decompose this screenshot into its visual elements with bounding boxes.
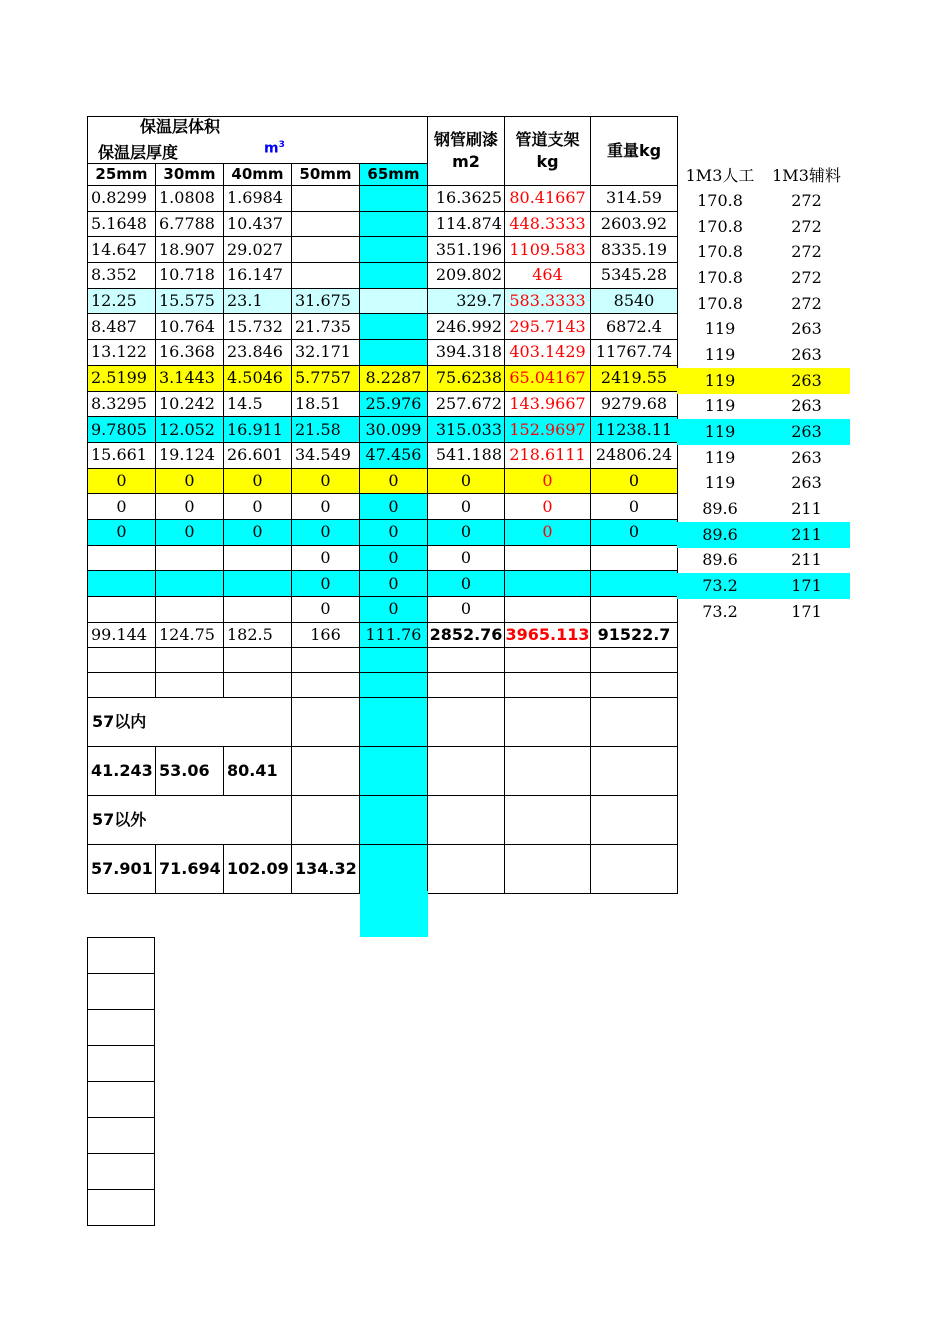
data-cell: 10.242: [156, 391, 224, 417]
data-cell: [360, 288, 428, 314]
data-cell: 6872.4: [591, 314, 678, 340]
section-value: 53.06: [156, 746, 224, 795]
data-cell: [505, 571, 591, 597]
empty-cell: [88, 1154, 155, 1190]
data-cell: [360, 314, 428, 340]
empty-cell: [428, 697, 505, 746]
aux-rate: 263: [763, 419, 850, 445]
data-cell: 583.3333: [505, 288, 591, 314]
empty-cell: [88, 974, 155, 1010]
data-cell: 0: [505, 468, 591, 494]
total-cell: 99.144: [88, 622, 156, 647]
data-cell: 8.2287: [360, 365, 428, 391]
empty-cell: [88, 1046, 155, 1082]
data-cell: 12.052: [156, 417, 224, 443]
section-value: 134.32: [292, 844, 360, 893]
data-cell: 18.51: [292, 391, 360, 417]
empty-cell: [505, 672, 591, 697]
data-cell: [224, 571, 292, 597]
data-cell: 21.58: [292, 417, 360, 443]
total-cell: 2852.76: [428, 622, 505, 647]
aux-header: 1M3辅料: [772, 165, 841, 185]
section-value: 80.41: [224, 746, 292, 795]
data-cell: 0: [428, 519, 505, 545]
data-cell: 8.487: [88, 314, 156, 340]
empty-cell: [505, 647, 591, 672]
section-value: 102.09: [224, 844, 292, 893]
total-cell: 3965.113: [505, 622, 591, 647]
data-cell: 21.735: [292, 314, 360, 340]
labor-rate: 170.8: [697, 216, 743, 236]
empty-cell: [428, 647, 505, 672]
title-line1: 保温层体积: [140, 117, 221, 136]
data-cell: 47.456: [360, 442, 428, 468]
data-cell: [156, 597, 224, 623]
aux-rate: 211: [791, 499, 822, 519]
data-cell: [292, 263, 360, 289]
data-cell: [591, 597, 678, 623]
data-cell: 31.675: [292, 288, 360, 314]
total-cell: 166: [292, 622, 360, 647]
labor-rate: 119: [704, 319, 736, 339]
data-cell: 6.7788: [156, 211, 224, 237]
data-cell: 11238.11: [591, 417, 678, 443]
empty-cell: [428, 795, 505, 844]
insulation-volume-table: [87, 116, 678, 894]
labor-rate: 73.2: [677, 573, 763, 599]
empty-cell: [224, 647, 292, 672]
empty-cell: [428, 672, 505, 697]
data-cell: 0: [591, 519, 678, 545]
labor-rate: 89.6: [677, 522, 763, 548]
labor-rate: 73.2: [702, 601, 738, 621]
empty-cell: [591, 795, 678, 844]
data-cell: 0: [428, 494, 505, 520]
section-label: 57以外: [88, 795, 292, 844]
data-cell: 2603.92: [591, 211, 678, 237]
data-cell: 9.7805: [88, 417, 156, 443]
aux-rate: 272: [791, 293, 822, 313]
aux-rate: 211: [791, 550, 822, 570]
aux-rate: 263: [791, 473, 822, 493]
data-cell: [505, 545, 591, 571]
data-cell: 30.099: [360, 417, 428, 443]
data-cell: 394.318: [428, 340, 505, 366]
empty-cell: [428, 746, 505, 795]
data-cell: 0: [360, 597, 428, 623]
aux-rate: 263: [791, 319, 822, 339]
data-cell: 0: [292, 519, 360, 545]
data-cell: 16.368: [156, 340, 224, 366]
data-cell: 1.6984: [224, 186, 292, 212]
data-cell: 8540: [591, 288, 678, 314]
data-cell: 13.122: [88, 340, 156, 366]
cyan-filler-cell: [360, 891, 428, 937]
data-cell: 5.7757: [292, 365, 360, 391]
data-cell: 0: [292, 571, 360, 597]
aux-rate: 263: [791, 396, 822, 416]
data-cell: 18.907: [156, 237, 224, 263]
data-cell: 0: [428, 597, 505, 623]
thickness-header: 30mm: [156, 164, 224, 186]
data-cell: 403.1429: [505, 340, 591, 366]
data-cell: 65.04167: [505, 365, 591, 391]
aux-rate: 272: [791, 190, 822, 210]
data-cell: [360, 211, 428, 237]
data-cell: [156, 571, 224, 597]
data-cell: 75.6238: [428, 365, 505, 391]
empty-cell: [505, 746, 591, 795]
empty-cell: [591, 647, 678, 672]
labor-rate: 170.8: [697, 293, 743, 313]
data-cell: 15.661: [88, 442, 156, 468]
data-cell: 0: [88, 468, 156, 494]
data-cell: 5.1648: [88, 211, 156, 237]
data-cell: 541.188: [428, 442, 505, 468]
data-cell: 0: [360, 571, 428, 597]
data-cell: 1109.583: [505, 237, 591, 263]
data-cell: 19.124: [156, 442, 224, 468]
section-value: 71.694: [156, 844, 224, 893]
empty-cell: [224, 672, 292, 697]
data-cell: [88, 571, 156, 597]
aux-rate: 272: [791, 267, 822, 287]
empty-cell: [292, 746, 360, 795]
data-cell: [224, 545, 292, 571]
data-cell: 14.647: [88, 237, 156, 263]
data-cell: 0: [360, 519, 428, 545]
data-cell: 0: [591, 468, 678, 494]
aux-rate: 211: [763, 522, 850, 548]
empty-cell: [292, 647, 360, 672]
data-cell: 3.1443: [156, 365, 224, 391]
data-cell: [292, 237, 360, 263]
data-cell: 32.171: [292, 340, 360, 366]
data-cell: 0: [292, 545, 360, 571]
data-cell: 246.992: [428, 314, 505, 340]
paint-header: 钢管刷漆m2: [428, 117, 505, 186]
aux-rate: 263: [763, 368, 850, 394]
total-cell: 91522.7: [591, 622, 678, 647]
data-cell: 10.764: [156, 314, 224, 340]
empty-cell: [360, 795, 428, 844]
total-cell: 111.76: [360, 622, 428, 647]
aux-rate: 263: [791, 447, 822, 467]
empty-cell: [360, 746, 428, 795]
data-cell: [360, 263, 428, 289]
data-cell: 0: [224, 519, 292, 545]
labor-rate: 119: [704, 344, 736, 364]
data-cell: [360, 340, 428, 366]
labor-rate: 170.8: [697, 267, 743, 287]
title-line2: 保温层厚度: [98, 143, 179, 162]
total-cell: 124.75: [156, 622, 224, 647]
labor-rate: 119: [704, 447, 736, 467]
data-cell: 23.1: [224, 288, 292, 314]
data-cell: 209.802: [428, 263, 505, 289]
labor-header: 1M3人工: [685, 165, 755, 185]
data-cell: 0: [428, 571, 505, 597]
thickness-header: 65mm: [360, 164, 428, 186]
empty-cell: [88, 1190, 155, 1226]
data-cell: [224, 597, 292, 623]
labor-rate: 170.8: [697, 190, 743, 210]
data-cell: 464: [505, 263, 591, 289]
data-cell: 0: [292, 597, 360, 623]
data-cell: 15.575: [156, 288, 224, 314]
data-cell: 0: [505, 494, 591, 520]
data-cell: 257.672: [428, 391, 505, 417]
data-cell: 8335.19: [591, 237, 678, 263]
data-cell: 2.5199: [88, 365, 156, 391]
empty-cell: [591, 672, 678, 697]
data-cell: [292, 186, 360, 212]
data-cell: 0: [428, 468, 505, 494]
data-cell: 23.846: [224, 340, 292, 366]
data-cell: 12.25: [88, 288, 156, 314]
data-cell: [88, 545, 156, 571]
data-cell: 0: [505, 519, 591, 545]
aux-rate: 171: [791, 601, 822, 621]
data-cell: 16.911: [224, 417, 292, 443]
data-cell: 143.9667: [505, 391, 591, 417]
data-cell: 218.6111: [505, 442, 591, 468]
empty-cell: [591, 697, 678, 746]
aux-rate: 171: [763, 573, 850, 599]
data-cell: 10.437: [224, 211, 292, 237]
weight-header: 重量kg: [591, 117, 678, 186]
data-cell: 0: [88, 494, 156, 520]
data-cell: 0: [292, 468, 360, 494]
unit-rate-table: [677, 163, 850, 625]
data-cell: 16.147: [224, 263, 292, 289]
labor-rate: 119: [677, 419, 763, 445]
thickness-header: 50mm: [292, 164, 360, 186]
empty-cell: [505, 697, 591, 746]
data-cell: 329.7: [428, 288, 505, 314]
data-cell: 0: [591, 494, 678, 520]
labor-rate: 119: [704, 473, 736, 493]
data-cell: 5345.28: [591, 263, 678, 289]
data-cell: 9279.68: [591, 391, 678, 417]
data-cell: 0: [156, 468, 224, 494]
data-cell: 2419.55: [591, 365, 678, 391]
data-cell: 10.718: [156, 263, 224, 289]
labor-rate: 89.6: [702, 550, 738, 570]
data-cell: 0: [88, 519, 156, 545]
labor-rate: 119: [704, 396, 736, 416]
data-cell: 0: [360, 494, 428, 520]
data-cell: [292, 211, 360, 237]
data-cell: 8.3295: [88, 391, 156, 417]
empty-cell: [428, 844, 505, 893]
aux-rate: 272: [791, 216, 822, 236]
empty-cell: [360, 697, 428, 746]
section-label: 57以内: [88, 697, 292, 746]
empty-cell: [591, 746, 678, 795]
aux-rate: 272: [791, 242, 822, 262]
data-cell: 29.027: [224, 237, 292, 263]
data-cell: 15.732: [224, 314, 292, 340]
data-cell: 24806.24: [591, 442, 678, 468]
empty-cell: [88, 647, 156, 672]
title-cell: [88, 117, 428, 164]
thickness-header: 25mm: [88, 164, 156, 186]
data-cell: 26.601: [224, 442, 292, 468]
data-cell: 8.352: [88, 263, 156, 289]
data-cell: 16.3625: [428, 186, 505, 212]
empty-cell: [88, 1010, 155, 1046]
support-header: 管道支架kg: [505, 117, 591, 186]
section-value: 57.901: [88, 844, 156, 893]
empty-grid: [87, 937, 155, 1226]
data-cell: 34.549: [292, 442, 360, 468]
data-cell: [360, 186, 428, 212]
data-cell: [360, 237, 428, 263]
data-cell: 0: [428, 545, 505, 571]
empty-cell: [360, 647, 428, 672]
empty-cell: [156, 672, 224, 697]
data-cell: 0: [156, 519, 224, 545]
empty-cell: [292, 672, 360, 697]
aux-rate: 263: [791, 344, 822, 364]
data-cell: 295.7143: [505, 314, 591, 340]
empty-cell: [360, 672, 428, 697]
data-cell: 1.0808: [156, 186, 224, 212]
data-cell: [88, 597, 156, 623]
empty-cell: [591, 844, 678, 893]
empty-cell: [505, 844, 591, 893]
data-cell: 0: [360, 468, 428, 494]
data-cell: 0: [360, 545, 428, 571]
data-cell: 448.3333: [505, 211, 591, 237]
data-cell: 0: [292, 494, 360, 520]
empty-cell: [360, 844, 428, 893]
empty-cell: [88, 1118, 155, 1154]
labor-rate: 170.8: [697, 242, 743, 262]
data-cell: 4.5046: [224, 365, 292, 391]
data-cell: 0: [224, 468, 292, 494]
thickness-header: 40mm: [224, 164, 292, 186]
data-cell: 114.874: [428, 211, 505, 237]
empty-cell: [292, 697, 360, 746]
data-cell: [591, 545, 678, 571]
labor-rate: 89.6: [702, 499, 738, 519]
data-cell: 0: [224, 494, 292, 520]
data-cell: 152.9697: [505, 417, 591, 443]
data-cell: 11767.74: [591, 340, 678, 366]
data-cell: [591, 571, 678, 597]
empty-cell: [505, 795, 591, 844]
data-cell: [156, 545, 224, 571]
empty-cell: [88, 1082, 155, 1118]
empty-cell: [88, 938, 155, 974]
empty-cell: [292, 795, 360, 844]
labor-rate: 119: [677, 368, 763, 394]
total-cell: 182.5: [224, 622, 292, 647]
data-cell: 25.976: [360, 391, 428, 417]
data-cell: 0.8299: [88, 186, 156, 212]
data-cell: 14.5: [224, 391, 292, 417]
data-cell: 80.41667: [505, 186, 591, 212]
data-cell: 0: [156, 494, 224, 520]
data-cell: 351.196: [428, 237, 505, 263]
data-cell: 314.59: [591, 186, 678, 212]
data-cell: 315.033: [428, 417, 505, 443]
unit-label: $m^3$: [264, 140, 285, 157]
empty-cell: [156, 647, 224, 672]
section-value: 41.243: [88, 746, 156, 795]
empty-cell: [88, 672, 156, 697]
data-cell: [505, 597, 591, 623]
